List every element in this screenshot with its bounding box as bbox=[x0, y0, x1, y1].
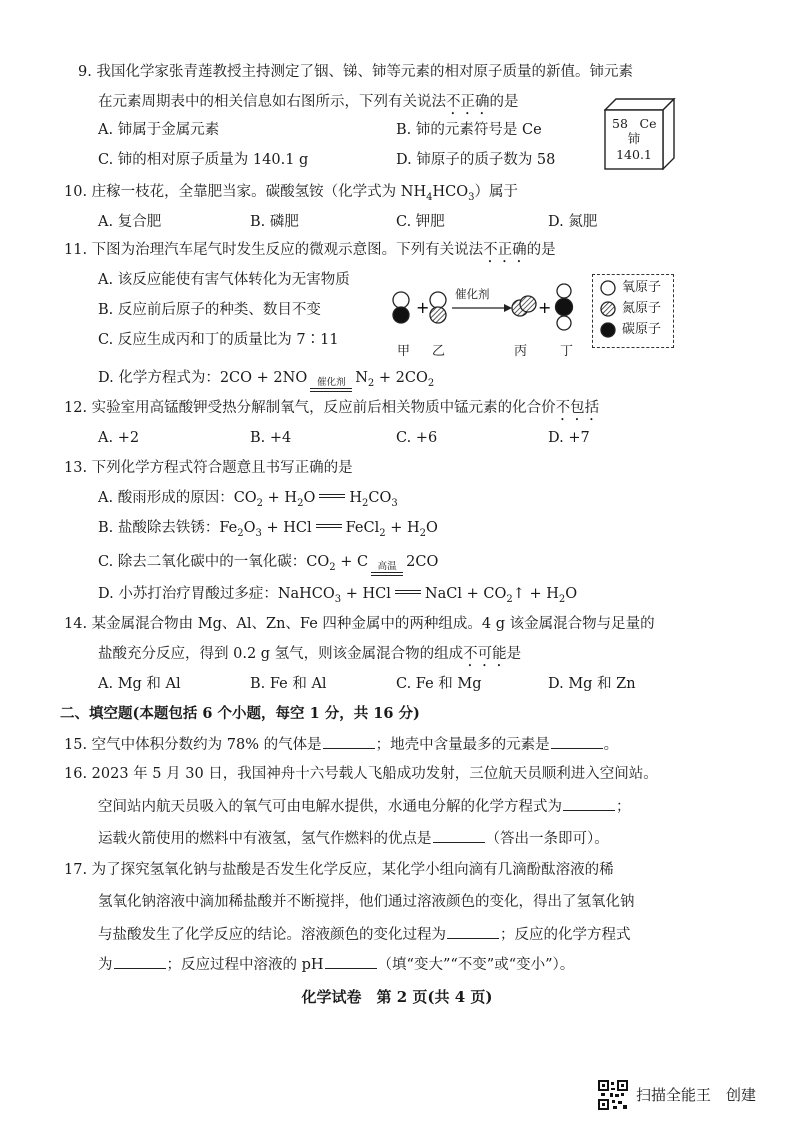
q11-option-b: B. 反应前后原子的种类、数目不变 bbox=[98, 302, 321, 318]
q16-line1: 16. 2023 年 5 月 30 日，我国神舟十六号载人飞船成功发射，三位航天员顺利进入空间站。 bbox=[64, 766, 658, 782]
q15-text: 15. 空气中体积分数约为 78% 的气体是 ；地壳中含量最多的元素是 。 bbox=[64, 734, 618, 755]
q14-option-b: B. Fe 和 Al bbox=[250, 676, 327, 692]
q9-stem-line2: 在元素周期表中的相关信息如右图所示，下列有关说法不正确的是 bbox=[98, 94, 519, 110]
q11-option-a: A. 该反应能使有害气体转化为无害物质 bbox=[98, 272, 350, 288]
q9-option-a: A. 铈属于金属元素 bbox=[98, 122, 220, 138]
q12-stem: 12. 实验室用高锰酸钾受热分解制氧气，反应前后相关物质中锰元素的化合价不包括 bbox=[64, 400, 600, 416]
svg-text:+: + bbox=[538, 298, 552, 317]
q16-blank-2[interactable] bbox=[433, 828, 485, 843]
molecule-a-carbon bbox=[393, 307, 409, 323]
q15-blank-2[interactable] bbox=[551, 734, 603, 749]
q14-option-d: D. Mg 和 Zn bbox=[548, 676, 636, 692]
molecule-d-carbon bbox=[556, 299, 573, 316]
molecule-a-oxygen bbox=[393, 292, 409, 308]
q17-blank-1[interactable] bbox=[447, 924, 499, 939]
legend-oxygen-symbol bbox=[601, 281, 615, 295]
q10-stem: 10. 庄稼一枝花，全靠肥当家。碳酸氢铵（化学式为 $NH_4HCO_3$）属于 bbox=[64, 184, 518, 203]
molecule-b-oxygen bbox=[430, 292, 446, 308]
label-jia: 甲 bbox=[397, 344, 411, 359]
q11-option-d: D. 化学方程式为：2CO + 2NO 催化剂 $N_2 + 2CO_2$ bbox=[98, 368, 434, 394]
q10-option-b: B. 磷肥 bbox=[250, 214, 299, 230]
scanner-watermark: 扫描全能王 创建 bbox=[636, 1086, 757, 1104]
q16-blank-1[interactable] bbox=[563, 796, 615, 811]
q9-option-c: C. 铈的相对原子质量为 140.1 g bbox=[98, 152, 309, 168]
q14-stem-line2: 盐酸充分反应，得到 0.2 g 氢气，则该金属混合物的组成不可能是 bbox=[98, 646, 522, 662]
q9-stem-line1: 9. 我国化学家张青莲教授主持测定了铟、锑、铈等元素的相对原子质量的新值。铈元素 bbox=[78, 64, 633, 80]
q11-option-c: C. 反应生成丙和丁的质量比为 7∶11 bbox=[98, 332, 339, 348]
q12-option-c: C. +6 bbox=[396, 430, 438, 446]
molecule-c-nitrogen-2 bbox=[520, 296, 536, 312]
q16-line3: 运载火箭使用的燃料中有液氢，氢气作燃料的优点是 （答出一条即可）。 bbox=[98, 828, 609, 849]
q10-option-c: C. 钾肥 bbox=[396, 214, 445, 230]
q16-line2: 空间站内航天员吸入的氧气可由电解水提供，水通电分解的化学方程式为 ； bbox=[98, 796, 631, 817]
molecule-d-oxygen-bottom bbox=[557, 316, 571, 330]
catalyst-label: 催化剂 bbox=[455, 287, 490, 301]
legend-carbon-symbol bbox=[601, 323, 615, 337]
atomic-mass: 140.1 bbox=[616, 147, 652, 162]
legend-oxygen: 氧原子 bbox=[622, 280, 662, 295]
q17-line3: 与盐酸发生了化学反应的结论。溶液颜色的变化过程为 ；反应的化学方程式 bbox=[98, 924, 631, 945]
q17-blank-3[interactable] bbox=[325, 954, 377, 969]
q10-option-a: A. 复合肥 bbox=[98, 214, 162, 230]
high-temp-condition: 高温 bbox=[371, 562, 403, 576]
periodic-table-cell bbox=[604, 98, 668, 160]
legend-carbon: 碳原子 bbox=[622, 322, 662, 337]
legend-nitrogen-symbol bbox=[601, 302, 615, 316]
label-yi: 乙 bbox=[432, 344, 446, 359]
q13-option-a: A. 酸雨形成的原因：$CO_2 + H_2O$ $H_2CO_3$ bbox=[98, 490, 398, 509]
legend-nitrogen: 氮原子 bbox=[622, 301, 662, 316]
legend-symbols bbox=[598, 278, 618, 344]
label-ding: 丁 bbox=[560, 344, 574, 359]
section-fill-in-header: 二、填空题(本题包括 6 个小题，每空 1 分，共 16 分) bbox=[60, 705, 420, 722]
q10-option-d: D. 氮肥 bbox=[548, 214, 598, 230]
page-footer: 化学试卷 第 2 页(共 4 页) bbox=[301, 988, 493, 1006]
q9-option-b: B. 铈的元素符号是 Ce bbox=[396, 122, 542, 138]
q17-line2: 氢氧化钠溶液中滴加稀盐酸并不断搅拌，他们通过溶液颜色的变化，得出了氢氧化钠 bbox=[98, 894, 635, 910]
molecule-d-oxygen-top bbox=[557, 284, 571, 298]
qr-code-icon bbox=[598, 1080, 628, 1110]
q13-stem: 13. 下列化学方程式符合题意且书写正确的是 bbox=[64, 460, 353, 476]
q12-option-a: A. +2 bbox=[98, 430, 140, 446]
q14-option-c: C. Fe 和 Mg bbox=[396, 676, 482, 692]
q13-option-d: D. 小苏打治疗胃酸过多症：NaHCO$_3$ + HCl NaCl + $CO_2↑ + H_2O$ bbox=[98, 586, 578, 605]
q17-line4: 为 ；反应过程中溶液的 pH （填“变大”“不变”或“变小”）。 bbox=[98, 954, 574, 975]
label-bing: 丙 bbox=[514, 344, 528, 359]
svg-text:+: + bbox=[416, 298, 430, 317]
q14-stem-line1: 14. 某金属混合物由 Mg、Al、Zn、Fe 四种金属中的两种组成。4 g 该金属混合物与足量的 bbox=[64, 616, 655, 632]
q17-blank-2[interactable] bbox=[114, 954, 166, 969]
catalyst-condition: 催化剂 bbox=[310, 378, 352, 392]
atomic-number: 58 bbox=[612, 116, 628, 131]
q12-option-b: B. +4 bbox=[250, 430, 292, 446]
q15-blank-1[interactable] bbox=[323, 734, 375, 749]
q17-line1: 17. 为了探究氢氧化钠与盐酸是否发生化学反应，某化学小组向滴有几滴酚酞溶液的稀 bbox=[64, 862, 614, 878]
molecule-b-nitrogen bbox=[430, 307, 446, 323]
q12-option-d: D. +7 bbox=[548, 430, 590, 446]
element-name: 铈 bbox=[627, 131, 641, 146]
element-symbol: Ce bbox=[639, 116, 657, 131]
q11-stem: 11. 下图为治理汽车尾气时发生反应的微观示意图。下列有关说法不正确的是 bbox=[64, 242, 556, 258]
q13-option-b: B. 盐酸除去铁锈：$Fe_2O_3$ + HCl FeCl$_2$ + $H_2O$ bbox=[98, 520, 438, 539]
q13-option-c: C. 除去二氧化碳中的一氧化碳：$CO_2 + C$ 高温 2CO bbox=[98, 552, 438, 578]
q9-option-d: D. 铈原子的质子数为 58 bbox=[396, 152, 556, 168]
q14-option-a: A. Mg 和 Al bbox=[98, 676, 181, 692]
